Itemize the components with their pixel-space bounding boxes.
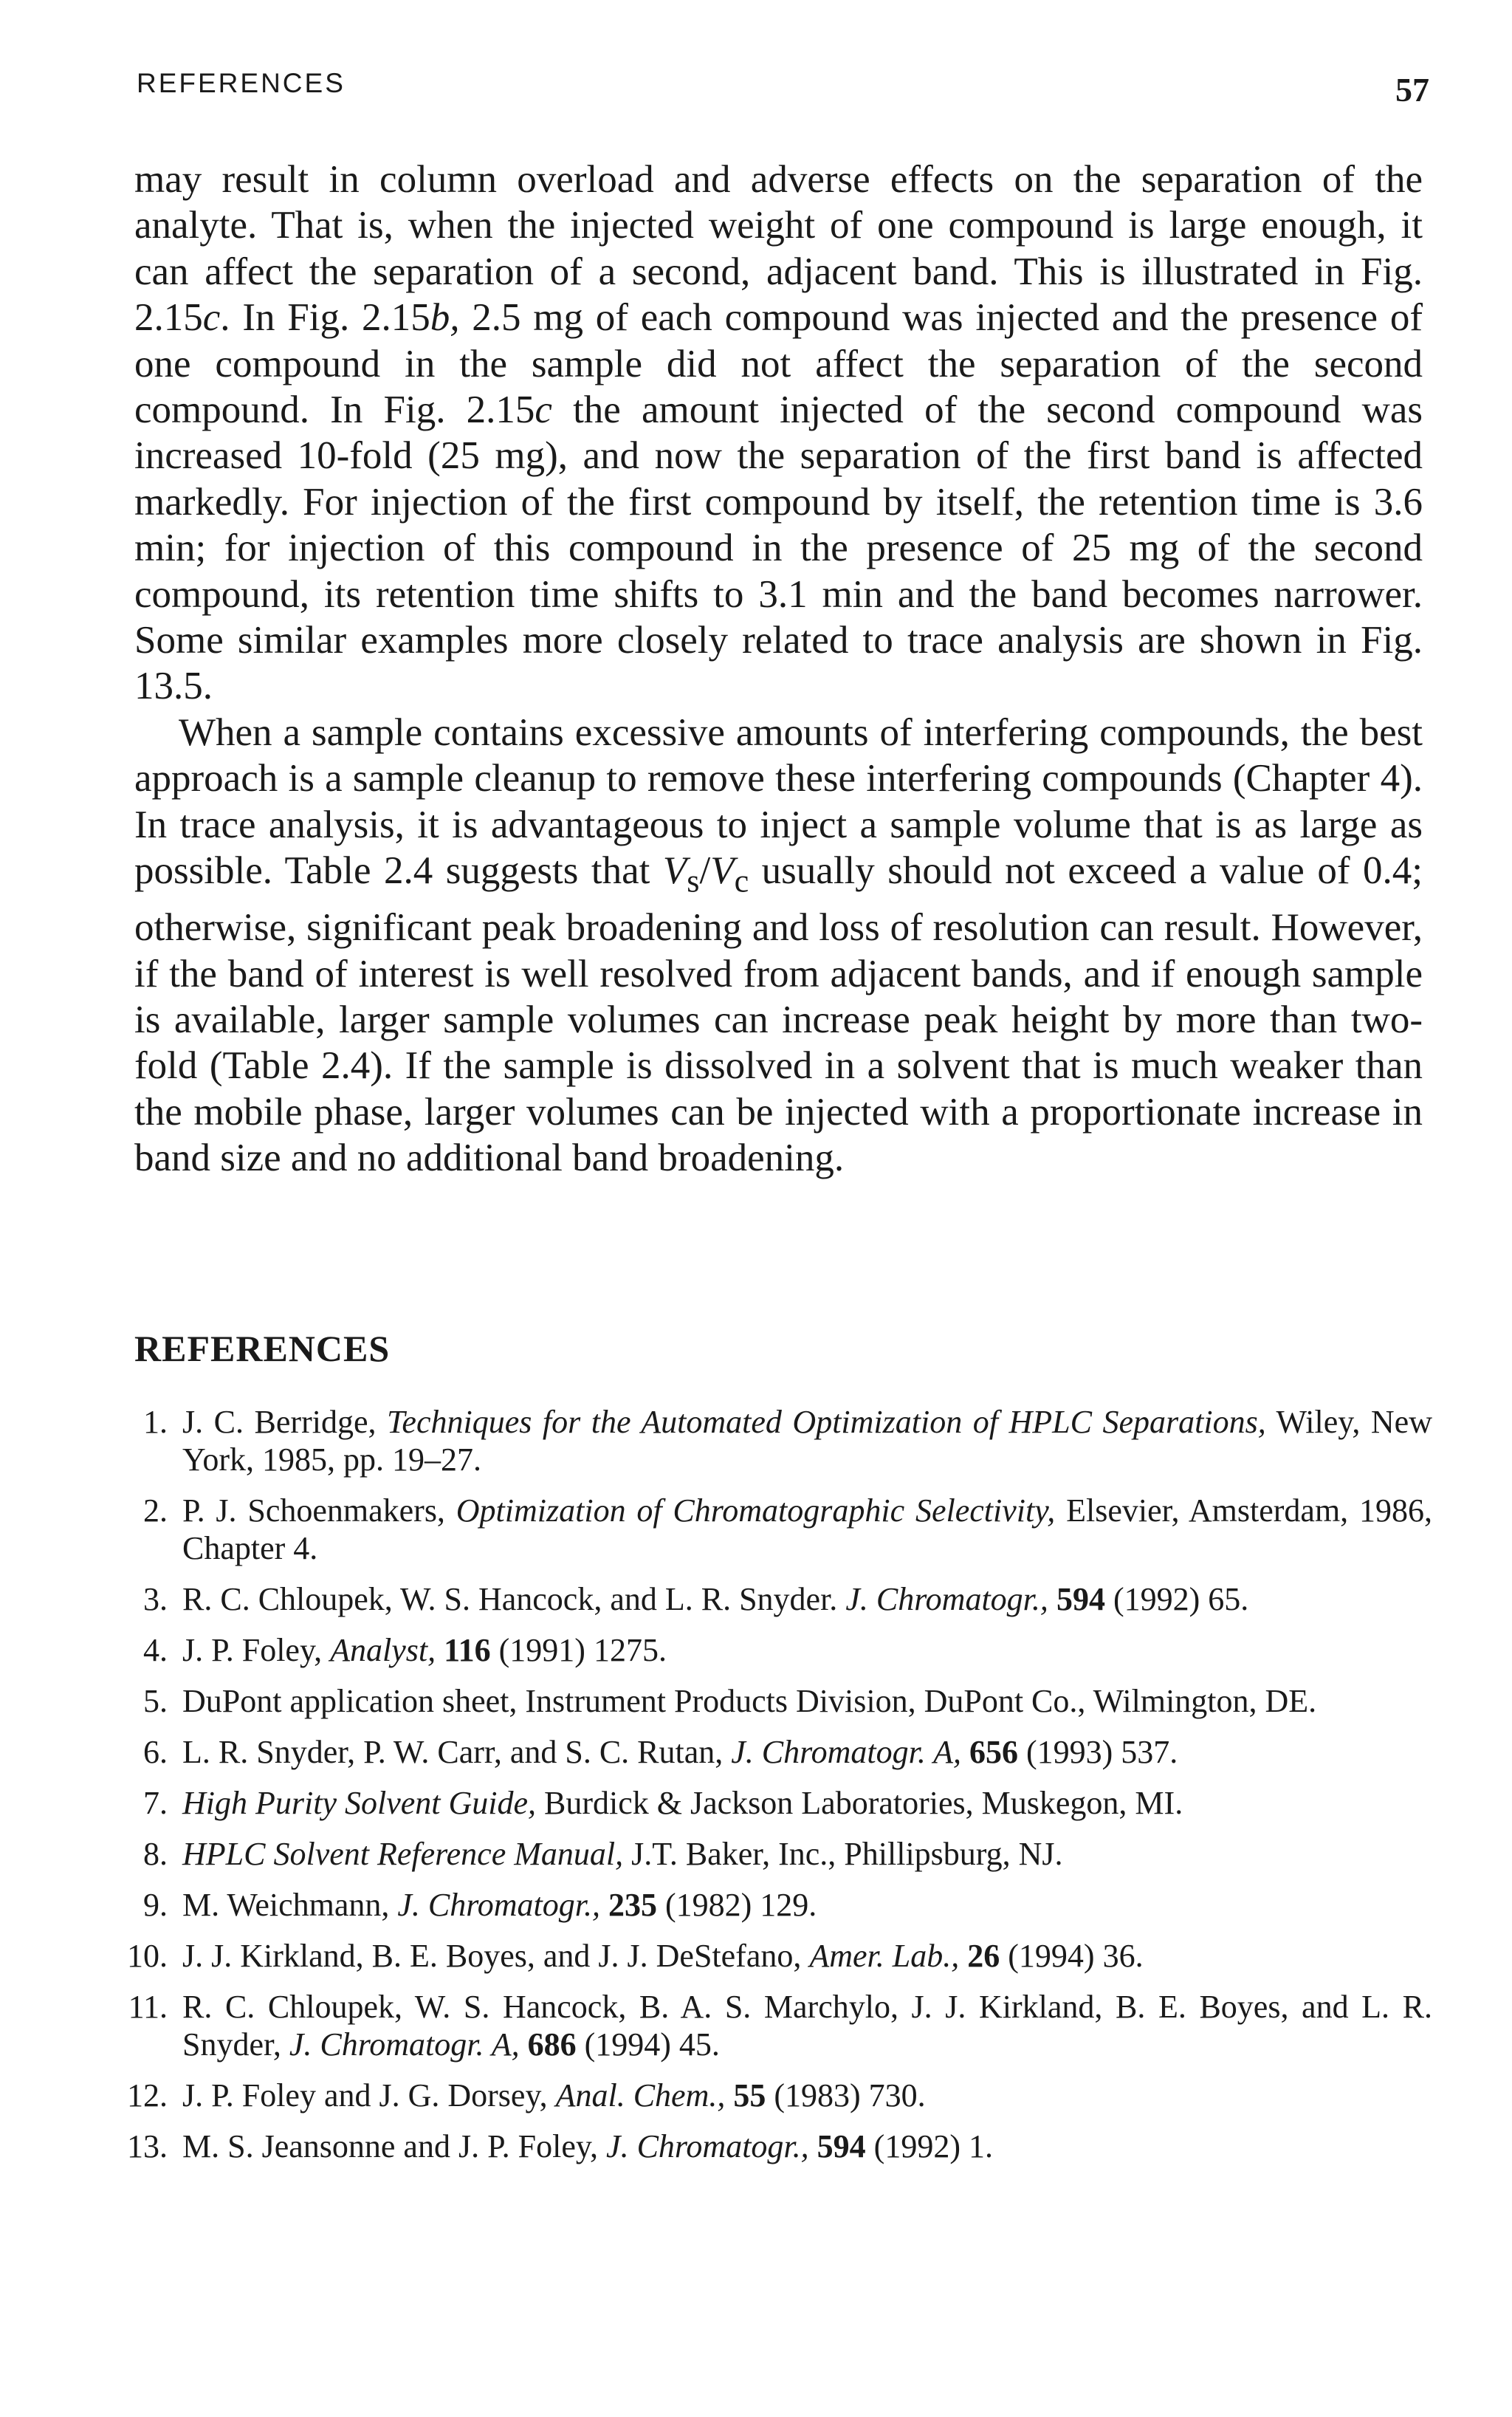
symbol-v: V	[662, 849, 687, 893]
reference-source: Techniques for the Automated Optimization of HPLC Separations,	[387, 1404, 1266, 1440]
reference-text	[182, 1988, 1432, 2063]
reference-number: 5.	[143, 1683, 168, 1719]
reference-volume: 55	[733, 2077, 766, 2113]
reference-volume: 235	[608, 1887, 657, 1923]
reference-details: (1991) 1275.	[490, 1632, 667, 1668]
reference-volume: 594	[817, 2128, 866, 2164]
reference-number: 7.	[143, 1785, 168, 1821]
page-number: 57	[1395, 71, 1429, 109]
figure-panel-ref: c	[202, 296, 221, 340]
reference-details: Burdick & Jackson Laboratories, Muskegon, MI.	[536, 1785, 1183, 1821]
reference-text	[182, 2077, 1432, 2114]
figure-panel-ref: b,	[430, 296, 460, 340]
running-head: REFERENCES	[137, 68, 346, 98]
reference-number: 1.	[143, 1404, 168, 1440]
section-heading: REFERENCES	[134, 1328, 391, 1369]
reference-item	[111, 1937, 1432, 1975]
reference-number: 13.	[127, 2128, 168, 2164]
reference-source: J. Chromatogr.,	[397, 1887, 600, 1923]
reference-authors: DuPont application sheet, Instrument Products Division, DuPont Co., Wilmington, DE.	[182, 1683, 1317, 1719]
paragraph-1	[134, 157, 1423, 710]
reference-authors: J. P. Foley and J. G. Dorsey,	[182, 2077, 556, 2113]
reference-source: High Purity Solvent Guide,	[182, 1785, 537, 1821]
reference-source: Amer. Lab.,	[809, 1938, 960, 1974]
reference-source: HPLC Solvent Reference Manual,	[182, 1836, 624, 1872]
reference-source: Anal. Chem.,	[555, 2077, 726, 2113]
reference-source: Optimization of Chromatographic Selectivity,	[456, 1492, 1056, 1529]
reference-text	[182, 1886, 1432, 1924]
reference-details: J.T. Baker, Inc., Phillipsburg, NJ.	[623, 1836, 1063, 1872]
reference-number: 8.	[143, 1836, 168, 1872]
reference-number: 4.	[143, 1632, 168, 1668]
reference-number: 11.	[128, 1989, 168, 2025]
paragraph-2-text-b: usually should not exceed a value of 0.4; otherwise, significant peak broadening and loss of resolution can result. However, if the band of interest is well resolved from adjacent bands, and if enough sample is available, larger sample volumes can increase peak height by more than two-fold (Table 2.4). If the sample is dissolved in a solvent that is much weaker than the mobile phase, larger volumes can be injected with a proportionate increase in band size and no additional band broadening.	[134, 849, 1423, 1180]
slash: /	[699, 849, 711, 893]
reference-text	[182, 2128, 1432, 2165]
reference-authors: J. C. Berridge,	[182, 1404, 387, 1440]
reference-text	[182, 1733, 1432, 1771]
symbol-v: V	[710, 849, 735, 893]
reference-item	[111, 2077, 1432, 2114]
reference-volume: 26	[967, 1938, 1000, 1974]
reference-text	[182, 1492, 1432, 1567]
reference-details: (1982) 129.	[657, 1887, 817, 1923]
subscript-s: s	[687, 863, 700, 899]
reference-number: 10.	[127, 1938, 168, 1974]
reference-volume: 686	[527, 2026, 577, 2063]
reference-details: Elsevier, Amsterdam, 1986, Chapter 4.	[182, 1492, 1432, 1566]
reference-details: (1992) 65.	[1104, 1581, 1249, 1617]
reference-item	[111, 1631, 1432, 1669]
reference-authors: M. S. Jeansonne and J. P. Foley,	[182, 2128, 607, 2164]
reference-item	[111, 1403, 1432, 1478]
paragraph-1-text-b: . In Fig. 2.15	[220, 296, 430, 340]
reference-source: J. Chromatogr. A,	[731, 1734, 961, 1770]
reference-item	[111, 1886, 1432, 1924]
reference-authors: P. J. Schoenmakers,	[182, 1492, 456, 1529]
reference-details: (1994) 45.	[576, 2026, 720, 2063]
reference-details: (1993) 537.	[1017, 1734, 1178, 1770]
reference-source: Analyst,	[330, 1632, 436, 1668]
paragraph-2-text-a: When a sample contains excessive amounts of interfering compounds, the best approach is a sample cleanup to remove these interfering compounds (Chapter 4). In trace analysis, it is advantageous to inject a sample volume that is as large as possible. Table 2.4 suggests that	[134, 710, 1423, 893]
paragraph-1-text-c: 2.5 mg of each compound was injected and the presence of one compound in the sample did not affect the separation of the second compound. In Fig. 2.15	[134, 296, 1423, 432]
reference-text	[182, 1580, 1432, 1618]
reference-details: (1994) 36.	[1000, 1938, 1144, 1974]
reference-authors: R. C. Chloupek, W. S. Hancock, and L. R. Snyder.	[182, 1581, 846, 1617]
reference-item	[111, 1988, 1432, 2063]
reference-text	[182, 1937, 1432, 1975]
reference-number: 3.	[143, 1581, 168, 1617]
reference-number: 12.	[127, 2077, 168, 2113]
reference-number: 2.	[143, 1492, 168, 1529]
reference-authors: L. R. Snyder, P. W. Carr, and S. C. Rutan,	[182, 1734, 732, 1770]
reference-text	[182, 1835, 1432, 1873]
reference-item	[111, 2128, 1432, 2165]
reference-volume: 116	[444, 1632, 491, 1668]
reference-details: (1992) 1.	[865, 2128, 993, 2164]
paragraph-1-text-a: may result in column overload and adverse effects on the separation of the analyte. That is, when the injected weight of one compound is large enough, it can affect the separation of a second, adjacent band. This is illustrated in Fig. 2.15	[134, 158, 1423, 340]
reference-text	[182, 1784, 1432, 1822]
reference-item	[111, 1492, 1432, 1567]
reference-number: 6.	[143, 1734, 168, 1770]
reference-source: J. Chromatogr.,	[606, 2128, 809, 2164]
reference-text	[182, 1682, 1432, 1720]
reference-source: J. Chromatogr.,	[845, 1581, 1048, 1617]
paragraph-1-text-d: the amount injected of the second compound was increased 10-fold (25 mg), and now the separation of the first band is affected markedly. For injection of the first compound by itself, the retention time is 3.6 min; for injection of this compound in the presence of 25 mg of the second compound, its retention time shifts to 3.1 min and the band becomes narrower. Some similar examples more closely related to trace analysis are shown in Fig. 13.5.	[134, 388, 1423, 708]
reference-item	[111, 1733, 1432, 1771]
reference-authors: J. J. Kirkland, B. E. Boyes, and J. J. DeStefano,	[182, 1938, 810, 1974]
reference-authors: R. C. Chloupek, W. S. Hancock, B. A. S. Marchylo, J. J. Kirkland, B. E. Boyes, and L. R. Snyder,	[182, 1989, 1432, 2063]
reference-source: J. Chromatogr. A,	[289, 2026, 520, 2063]
reference-volume: 594	[1056, 1581, 1105, 1617]
reference-item	[111, 1784, 1432, 1822]
figure-panel-ref: c	[535, 388, 552, 432]
subscript-c: c	[734, 863, 749, 899]
body-text	[134, 157, 1423, 1182]
reference-list	[111, 1403, 1432, 2178]
paragraph-2	[134, 710, 1423, 1182]
reference-item	[111, 1682, 1432, 1720]
reference-number: 9.	[143, 1887, 168, 1923]
reference-text	[182, 1631, 1432, 1669]
reference-item	[111, 1580, 1432, 1618]
reference-details: Wiley, New York, 1985, pp. 19–27.	[182, 1404, 1432, 1478]
reference-volume: 656	[969, 1734, 1018, 1770]
reference-authors: M. Weichmann,	[182, 1887, 398, 1923]
reference-authors: J. P. Foley,	[182, 1632, 331, 1668]
reference-details: (1983) 730.	[766, 2077, 926, 2113]
reference-text	[182, 1403, 1432, 1478]
reference-item	[111, 1835, 1432, 1873]
